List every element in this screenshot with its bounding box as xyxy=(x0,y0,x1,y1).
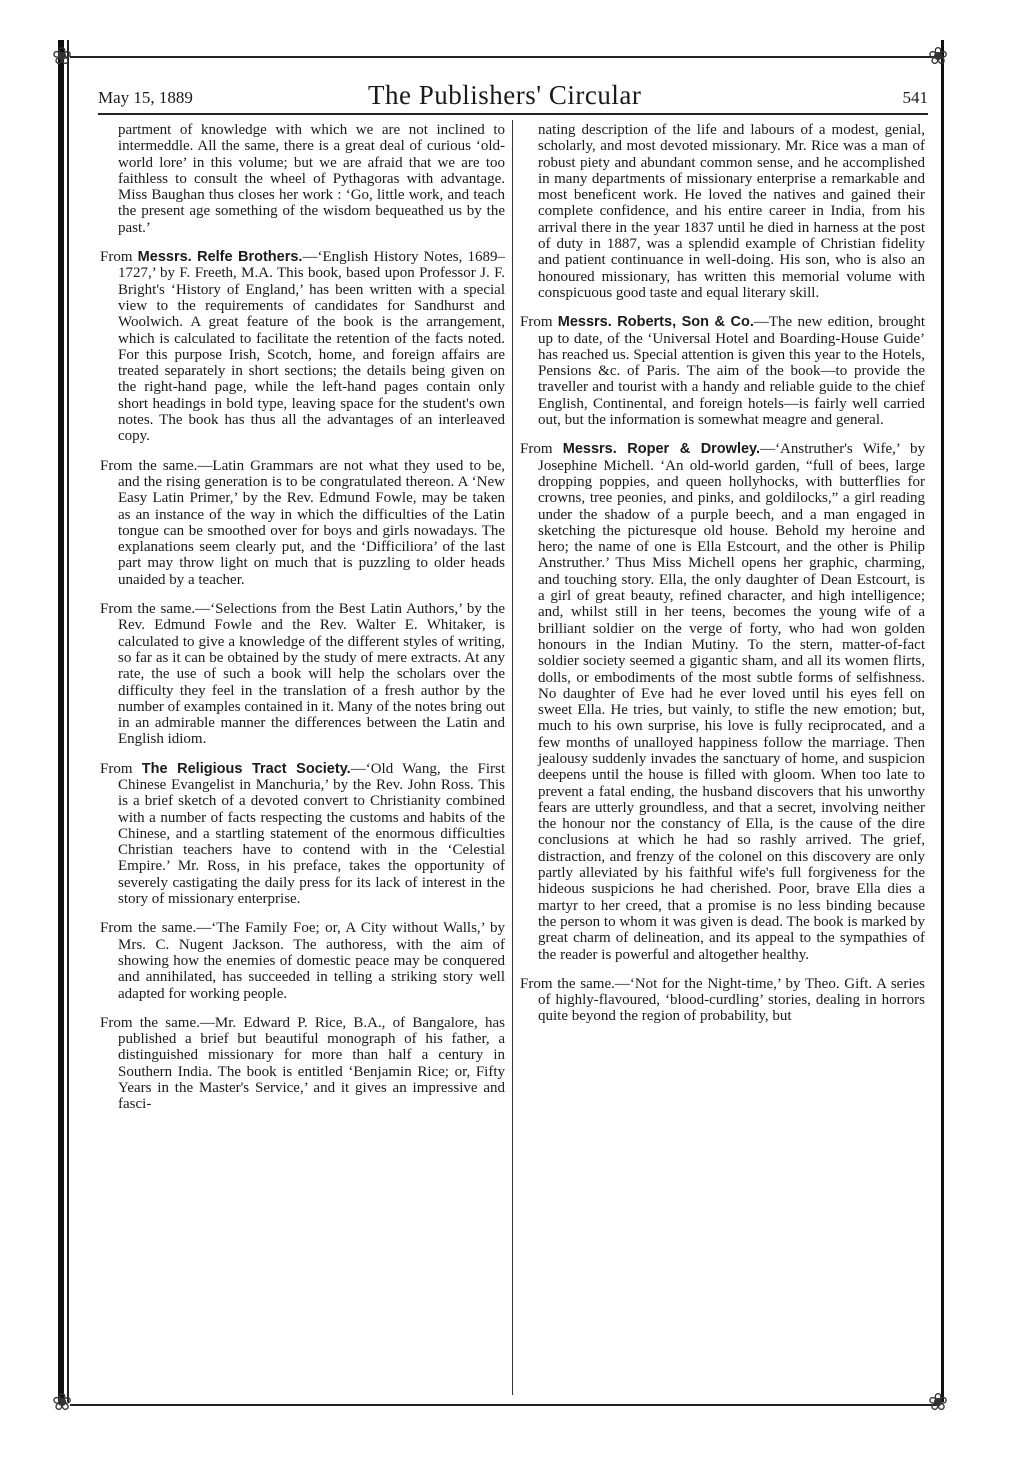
corner-ornament-icon: ❀ xyxy=(928,42,949,70)
continued-paragraph: partment of knowledge with which we are not inclined to intermeddle. All the same, there is a great deal of curious ‘old-world lore’ in this volume; but we are afraid that we are too faithless to consult the wheel of Pythagoras with advantage. Miss Baughan thus closes her work : ‘Go, little work, and teach the present age something of the wisdom bequeathed us by the past.’ xyxy=(118,122,505,236)
review-paragraph: From Messrs. Roper & Drowley.—‘Anstruther's Wife,’ by Josephine Michell. ‘An old-world garden, “full of bees, large dropping poppies, and queen hollyhocks, with butterflies for crowns, tree peonies, and pinks, and goldilocks,” a girl reading under the shadow of a purple beech, and a man engaged in sketching the picturesque old house. Behold my heroine and hero; the name of one is Ella Estcourt, and the other is Philip Anstruther.’ Thus Miss Michell opens her graphic, charming, and touching story. Ella, the only daughter of Dean Estcourt, is a girl of great beauty, refined character, and high intelligence; and, whilst still in her teens, becomes the young wife of a brilliant soldier on the verge of forty, who had won golden honours in the Indian Mutiny. To the stern, matter-of-fact soldier society seemed a gigantic sham, and all its women flirts, dolls, or embodiments of the most subtle forms of selfishness. No daughter of Eve had he ever loved until his eyes fell on sweet Ella. He tries, but vainly, to stifle the new emotion; but, much to his own surprise, his love is fully reciprocated, and a few months of unalloyed happiness follow the marriage. Then jealousy suddenly invades the sanctuary of home, and suspicion deepens until the house is filled with gloom. When too late to prevent a fatal ending, the husband discovers that his unworthy fears are utterly groundless, and that a secret, involving neither the honour nor the constancy of Ella, is the cause of the dire conclusions at which he had so rashly arrived. The grief, distraction, and frenzy of the colonel on this discovery are only partly alleviated by his faithful wife's full forgiveness for the hideous suspicions he had cherished. Poor, brave Ella dies a martyr to her creed, that a promise is no less binding because the person to whom it was given is dead. The book is marked by great charm of delineation, and its appeal to the sympathies of the reader is powerful and altogether healthy. xyxy=(520,441,925,963)
review-paragraph: From the same.—‘Selections from the Best Latin Authors,’ by the Rev. Edmund Fowle and the Rev. Walter E. Whitaker, is calculated to give a knowledge of the different styles of writing, so far as it can be obtained by the study of mere extracts. At any rate, the use of such a book will help the scholars over the difficulty they feel in the translation of a fresh author by the number of examples contained in it. Many of the notes bring out in an admirable manner the differences between the Latin and English idiom. xyxy=(100,601,505,748)
review-paragraph: From the same.—‘Not for the Night-time,’ by Theo. Gift. A series of highly-flavoured, ‘blood-curdling’ stories, dealing in horrors quite beyond the region of probability, but xyxy=(520,975,925,1025)
publication-title: The Publishers' Circular xyxy=(368,80,642,110)
page-number: 541 xyxy=(902,88,928,107)
publisher-name: The Religious Tract Society. xyxy=(141,760,351,777)
right-column xyxy=(520,122,925,1025)
page-header xyxy=(98,80,928,110)
corner-ornament-icon: ❀ xyxy=(52,42,73,70)
column-divider xyxy=(512,120,513,1395)
page-frame-left xyxy=(58,40,64,1402)
corner-ornament-icon: ❀ xyxy=(52,1388,73,1416)
review-paragraph: From the same.—Latin Grammars are not what they used to be, and the rising generation is to be congratulated thereon. A ‘New Easy Latin Primer,’ by the Rev. Edmund Fowle, may be taken as an instance of the way in which the difficulties of the Latin tongue can be smoothed over for boys and girls nowadays. The explanations seem clearly put, and the ‘Difficiliora’ of the last part may throw light on much that is puzzling to older heads unaided by a teacher. xyxy=(100,457,505,588)
publisher-name: Messrs. Roberts, Son & Co. xyxy=(557,314,754,331)
header-rule xyxy=(98,113,928,115)
page-frame-top xyxy=(70,56,940,58)
review-paragraph: From The Religious Tract Society.—‘Old Wang, the First Chinese Evangelist in Manchuria,’ by the Rev. John Ross. This is a brief sketch of a devoted convert to Christianity combined with a number of facts respecting the customs and habits of the Chinese, and a startling statement of the enormous difficulties Christian teachers have to contend with in the ‘Celestial Empire.’ Mr. Ross, in his preface, takes the opportunity of severely castigating the daily press for its lack of interest in the story of missionary enterprise. xyxy=(100,760,505,908)
review-paragraph: From the same.—‘The Family Foe; or, A City without Walls,’ by Mrs. C. Nugent Jackson. The authoress, with the aim of showing how the enemies of domestic peace may be conquered and annihilated, has succeeded in telling a striking story well adapted for working people. xyxy=(100,920,505,1002)
issue-date: May 15, 1889 xyxy=(98,88,193,107)
review-paragraph: From Messrs. Relfe Brothers.—‘English History Notes, 1689–1727,’ by F. Freeth, M.A. This book, based upon Professor J. F. Bright's ‘History of England,’ has been written with a special view to the requirements of candidates for Sandhurst and Woolwich. A great feature of the book is the arrangement, which is calculated to facilitate the retention of the facts noted. For this purpose Irish, Scotch, home, and foreign affairs are treated separately in short sections; the details being given on the right-hand page, while the left-hand pages contain only short headings in bold type, leaving space for the student's own notes. The book has thus all the advantages of an interleaved copy. xyxy=(100,249,506,445)
review-paragraph: From Messrs. Roberts, Son & Co.—The new edition, brought up to date, of the ‘Universal Hotel and Boarding-House Guide’ has reached us. Special attention is given this year to the Hotels, Pensions &c. of Paris. The aim of the book—to provide the traveller and tourist with a handy and reliable guide to the chief English, Continental, and foreign hotels—is fairly well carried out, but the information is somewhat meagre and general. xyxy=(520,314,925,429)
page-frame-left-inner xyxy=(67,40,69,1402)
corner-ornament-icon: ❀ xyxy=(928,1388,949,1416)
page-frame-bottom xyxy=(70,1404,940,1406)
continued-paragraph: nating description of the life and labours of a modest, genial, scholarly, and most devoted missionary. Mr. Rice was a man of robust piety and abundant common sense, and he accomplished in many departments of missionary enterprise a remarkable and most beneficent work. He loved the natives and gained their complete confidence, and his entire career in India, from his arrival there in the year 1837 until he died in harness at the post of duty in 1887, was a splendid example of Christian fidelity and patient continuance in well-doing. His son, who is also an honoured missionary, has written this memorial volume with conspicuous good taste and equal literary skill. xyxy=(538,122,925,301)
publisher-name: Messrs. Relfe Brothers. xyxy=(137,249,303,266)
page-frame-right xyxy=(941,40,944,1402)
left-column xyxy=(100,122,505,1113)
publisher-name: Messrs. Roper & Drowley. xyxy=(562,441,761,458)
review-paragraph: From the same.—Mr. Edward P. Rice, B.A., of Bangalore, has published a brief but beautiful monograph of his father, a distinguished missionary for more than half a century in Southern India. The book is entitled ‘Benjamin Rice; or, Fifty Years in the Master's Service,’ and it gives an impressive and fasci- xyxy=(100,1014,505,1113)
